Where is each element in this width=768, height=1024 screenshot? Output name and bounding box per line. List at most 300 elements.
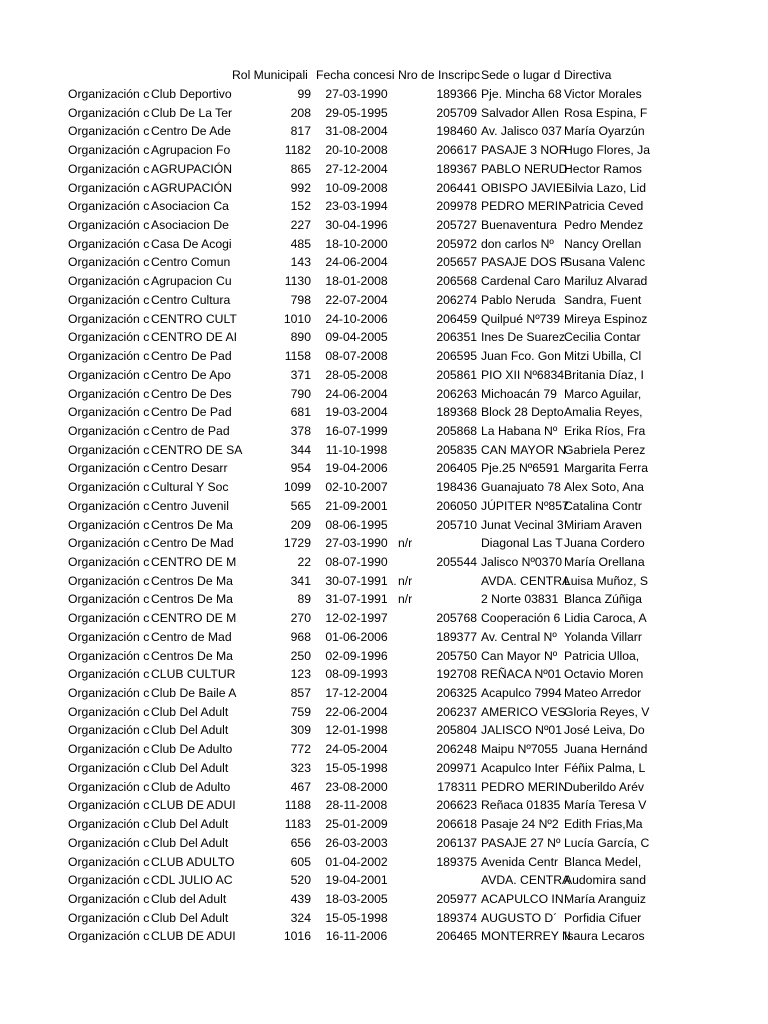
cell-fecha[interactable]: 01-06-2006 [325,629,388,644]
cell-directiva[interactable]: Mariluz Alvarad [564,274,648,289]
cell-rol[interactable]: 209 [290,517,311,532]
cell-tipo[interactable]: Organización c [68,742,150,757]
cell-tipo[interactable]: Organización c [68,498,150,513]
cell-nro-inscripcion[interactable] [398,328,478,347]
cell-fecha[interactable]: 24-06-2004 [325,255,388,270]
cell-nombre[interactable]: Cultural Y Soc [151,480,229,495]
cell-directiva[interactable]: Margarita Ferra [564,461,648,476]
cell-tipo[interactable]: Organización c [68,199,150,214]
cell-nro-inscripcion[interactable] [398,253,478,272]
header-nombre[interactable] [151,66,230,85]
cell-nombre[interactable]: Club de Adulto [151,779,231,794]
cell-sede[interactable]: Buenaventura [481,218,557,233]
cell-nombre[interactable]: Centro De Apo [151,367,231,382]
cell-directiva[interactable]: Silvia Lazo, Lid [564,180,646,195]
cell-rol[interactable]: 681 [290,405,311,420]
cell-sede[interactable]: Pasaje 24 Nº2 [481,817,559,832]
cell-rol[interactable]: 857 [290,686,311,701]
cell-directiva[interactable]: Juana Cordero [564,536,645,551]
cell-rol[interactable]: 790 [290,386,311,401]
cell-fecha[interactable]: 22-07-2004 [325,292,388,307]
cell-rol[interactable]: 467 [290,779,311,794]
cell-sede[interactable]: Salvador Allen [481,105,559,120]
cell-sede[interactable]: Quilpué Nº739 [481,311,560,326]
cell-fecha[interactable]: 27-03-1990 [325,87,388,101]
cell-fecha[interactable]: 16-11-2006 [325,929,388,944]
cell-nombre[interactable]: Centro De Des [151,386,232,401]
cell-sede[interactable]: Pje. Mincha 68 [481,87,562,101]
cell-nombre[interactable]: Club del Adult [151,891,227,906]
cell-fecha[interactable]: 11-10-1998 [325,442,388,457]
cell-nro-inscripcion[interactable] [398,497,478,516]
cell-tipo[interactable]: Organización c [68,218,150,233]
cell-fecha[interactable]: 23-03-1994 [325,199,388,214]
cell-nombre[interactable]: Centros De Ma [151,592,233,607]
cell-nombre[interactable]: Club Del Adult [151,723,229,738]
cell-directiva[interactable]: Gabriela Perez [564,442,646,457]
cell-fecha[interactable]: 22-06-2004 [325,704,388,719]
cell-tipo[interactable]: Organización c [68,704,150,719]
cell-nro-inscripcion[interactable] [398,628,478,647]
cell-nombre[interactable]: CLUB ADULTO [151,854,235,869]
cell-directiva[interactable]: Catalina Contr [564,498,642,513]
cell-nombre[interactable]: Centros De Ma [151,517,233,532]
cell-fecha[interactable]: 10-09-2008 [325,180,388,195]
cell-rol[interactable]: 344 [290,442,311,457]
cell-sede[interactable]: Jalisco Nº0370 [481,555,563,569]
cell-tipo[interactable]: Organización c [68,779,150,794]
cell-rol[interactable]: 759 [290,704,311,719]
cell-rol[interactable]: 798 [290,292,311,307]
cell-sede[interactable]: Diagonal Las T [481,536,563,551]
cell-nro-inscripcion[interactable] [398,890,478,909]
cell-nombre[interactable]: Casa De Acogi [151,236,232,251]
cell-directiva[interactable]: Mateo Arredor [564,686,642,701]
cell-fecha[interactable]: 31-07-1991 [325,592,388,607]
cell-rol[interactable]: 865 [290,161,311,176]
cell-directiva[interactable]: María Orellana [564,555,645,569]
cell-nombre[interactable]: Club Del Adult [151,817,229,832]
cell-directiva[interactable]: Sandra, Fuent [564,292,642,307]
cell-nro-inscripcion[interactable] [398,85,478,104]
cell-rol[interactable]: 1183 [284,817,311,832]
cell-fecha[interactable]: 09-04-2005 [325,330,388,345]
cell-directiva[interactable]: Pedro Mendez [564,218,644,233]
cell-sede[interactable]: Junat Vecinal 3 [481,517,564,532]
cell-sede[interactable]: Av. Jalisco 037 [481,124,562,139]
cell-sede[interactable]: Acapulco 7994 [481,686,562,701]
cell-fecha[interactable]: 08-06-1995 [325,517,388,532]
cell-rol[interactable]: 378 [290,423,311,438]
cell-tipo[interactable]: Organización c [68,367,150,382]
cell-nombre[interactable]: AGRUPACIÓN [151,180,233,195]
cell-rol[interactable]: 1016 [283,929,311,944]
cell-fecha[interactable]: 18-10-2000 [325,236,388,251]
cell-sede[interactable]: Block 28 Depto [481,405,564,420]
cell-tipo[interactable]: Organización c [68,124,150,139]
cell-nro-inscripcion[interactable] [398,778,478,797]
cell-rol[interactable]: 22 [297,555,311,569]
cell-nombre[interactable]: Agrupacion Cu [151,274,232,289]
cell-nro-inscripcion[interactable] [398,422,478,441]
cell-sede[interactable]: Cooperación 6 [481,611,561,626]
cell-nombre[interactable]: Club Del Adult [151,760,229,775]
cell-directiva[interactable]: Nancy Orellan [564,236,642,251]
cell-directiva[interactable]: María Aranguiz [564,891,646,906]
cell-sede[interactable]: Pablo Neruda [481,292,556,307]
cell-tipo[interactable]: Organización c [68,611,150,626]
cell-tipo[interactable]: Organización c [68,629,150,644]
cell-fecha[interactable]: 16-07-1999 [325,423,388,438]
cell-sede[interactable]: Acapulco Inter [481,760,559,775]
cell-nro-inscripcion[interactable] [398,665,478,684]
cell-directiva[interactable]: Blanca Medel, [564,854,642,869]
cell-fecha[interactable]: 02-10-2007 [325,480,388,495]
cell-rol[interactable]: 250 [290,648,311,663]
cell-sede[interactable]: REÑACA Nº01 [481,667,562,682]
cell-nombre[interactable]: Centro de Pad [151,423,230,438]
cell-directiva[interactable]: Cecilia Contar [564,330,641,345]
cell-fecha[interactable]: 26-03-2003 [325,835,388,850]
cell-tipo[interactable]: Organización c [68,180,150,195]
cell-nro-inscripcion[interactable] [398,684,478,703]
cell-nro-inscripcion[interactable] [398,122,478,141]
cell-nombre[interactable]: Centro de Mad [151,629,232,644]
cell-tipo[interactable]: Organización c [68,854,150,869]
cell-directiva[interactable]: Edith Frias,Ma [564,817,643,832]
cell-rol[interactable]: 605 [290,854,311,869]
cell-directiva[interactable]: Rosa Espina, F [564,105,648,120]
cell-directiva[interactable]: Isaura Lecaros [564,929,645,944]
cell-directiva[interactable]: Susana Valenc [564,255,646,270]
cell-nro-inscripcion[interactable] [398,834,478,853]
cell-fecha[interactable]: 28-05-2008 [325,367,388,382]
cell-nro-inscripcion[interactable] [398,478,478,497]
cell-fecha[interactable]: 20-10-2008 [325,143,388,158]
cell-fecha[interactable]: 25-01-2009 [325,817,388,832]
cell-fecha[interactable]: 21-09-2001 [325,498,388,513]
cell-tipo[interactable]: Organización c [68,573,150,588]
cell-nombre[interactable]: Centro De Pad [151,405,232,420]
cell-sede[interactable]: Avenida Centr [481,854,559,869]
cell-nro-inscripcion[interactable] [398,459,478,478]
cell-rol[interactable]: 485 [290,236,311,251]
cell-fecha[interactable]: 02-09-1996 [325,648,388,663]
cell-nro-inscripcion[interactable] [398,516,478,535]
cell-fecha[interactable]: 19-03-2004 [325,405,388,420]
cell-rol[interactable]: 890 [290,330,311,345]
cell-directiva[interactable]: Lucía García, C [564,835,650,850]
cell-nombre[interactable]: Asociacion Ca [151,199,229,214]
cell-tipo[interactable]: Organización c [68,723,150,738]
cell-rol[interactable]: 565 [290,498,311,513]
cell-fecha[interactable]: 28-11-2008 [325,798,388,813]
cell-fecha[interactable]: 27-03-1990 [325,536,388,551]
cell-nro-inscripcion[interactable] [398,347,478,366]
cell-nombre[interactable]: Centro Comun [151,255,231,270]
cell-directiva[interactable]: Hector Ramos [564,161,642,176]
cell-nombre[interactable]: CENTRO DE M [151,611,237,626]
cell-nro-inscripcion[interactable] [398,310,478,329]
cell-directiva[interactable]: Lidia Caroca, A [564,611,647,626]
cell-sede[interactable]: PEDRO MERIN [481,779,567,794]
cell-nombre[interactable]: Club De Baile A [151,686,237,701]
cell-nro-inscripcion[interactable] [398,385,478,404]
cell-sede[interactable]: CAN MAYOR N [481,442,567,457]
cell-nombre[interactable]: CLUB DE ADUI [151,929,236,944]
cell-sede[interactable]: Pje.25 Nº6591 [481,461,560,476]
cell-sede[interactable]: Reñaca 01835 [481,798,561,813]
cell-fecha[interactable]: 19-04-2001 [325,873,388,888]
cell-nro-inscripcion[interactable] [398,216,478,235]
cell-sede[interactable]: Juan Fco. Gon [481,349,561,364]
cell-rol[interactable]: 1010 [283,311,311,326]
header-tipo[interactable] [68,66,148,85]
cell-nombre[interactable]: Club Deportivo [151,87,232,101]
cell-nombre[interactable]: CENTRO CULT [151,311,237,326]
cell-nombre[interactable]: Centro Juvenil [151,498,229,513]
cell-nombre[interactable]: Club Del Adult [151,910,229,925]
cell-fecha[interactable]: 30-07-1991 [325,573,388,588]
cell-sede[interactable]: Av. Central Nº [481,629,557,644]
cell-nombre[interactable]: AGRUPACIÓN [151,161,233,176]
cell-tipo[interactable]: Organización c [68,760,150,775]
cell-rol[interactable]: 772 [290,742,311,757]
header-nro-inscripcion[interactable]: Nro de Inscripc [398,68,480,82]
cell-tipo[interactable]: Organización c [68,536,150,551]
cell-tipo[interactable]: Organización c [68,292,150,307]
cell-tipo[interactable]: Organización c [68,105,150,120]
cell-directiva[interactable]: Marco Aguilar, [564,386,642,401]
cell-nro-inscripcion[interactable] [398,441,478,460]
cell-sede[interactable]: PIO XII Nº6834 [481,367,565,382]
cell-rol[interactable]: 324 [290,910,311,925]
cell-directiva[interactable]: María Teresa V [564,798,647,813]
cell-nombre[interactable]: Centro Desarr [151,461,228,476]
cell-rol[interactable]: 152 [290,199,311,214]
cell-nro-inscripcion[interactable] [398,759,478,778]
cell-tipo[interactable]: Organización c [68,555,150,569]
cell-nombre[interactable]: Club De Adulto [151,742,233,757]
cell-sede[interactable]: ACAPULCO IN [481,891,564,906]
cell-tipo[interactable]: Organización c [68,480,150,495]
cell-tipo[interactable]: Organización c [68,648,150,663]
cell-rol[interactable]: 227 [290,218,311,233]
cell-rol[interactable]: 992 [290,180,311,195]
cell-rol[interactable]: 520 [290,873,311,888]
cell-nro-inscripcion[interactable] [398,871,478,890]
cell-tipo[interactable]: Organización c [68,667,150,682]
cell-fecha[interactable]: 15-05-1998 [325,910,388,925]
cell-fecha[interactable]: 31-08-2004 [325,124,388,139]
cell-sede[interactable]: OBISPO JAVIEI [481,180,568,195]
cell-tipo[interactable]: Organización c [68,311,150,326]
cell-tipo[interactable]: Organización c [68,423,150,438]
cell-sede[interactable]: AMERICO VES [481,704,566,719]
cell-rol[interactable]: 817 [290,124,311,139]
cell-rol[interactable]: 143 [290,255,311,270]
cell-rol[interactable]: 123 [290,667,311,682]
cell-nro-inscripcion[interactable] [398,179,478,198]
cell-nombre[interactable]: CLUB DE ADUI [151,798,236,813]
cell-nombre[interactable]: CLUB CULTUR [151,667,236,682]
cell-rol[interactable]: 341 [290,573,311,588]
cell-tipo[interactable]: Organización c [68,236,150,251]
cell-directiva[interactable]: Octavio Moren [564,667,644,682]
cell-nro-inscripcion[interactable] [398,235,478,254]
cell-nombre[interactable]: Club De La Ter [151,105,233,120]
cell-directiva[interactable]: Duberildo Arév [564,779,644,794]
cell-directiva[interactable]: Victor Morales [564,87,642,101]
cell-tipo[interactable]: Organización c [68,87,150,101]
cell-fecha[interactable]: 08-07-2008 [325,349,388,364]
cell-nro-inscripcion[interactable] [398,160,478,179]
cell-nro-inscripcion[interactable] [398,740,478,759]
cell-nro-inscripcion[interactable] [398,647,478,666]
cell-nombre[interactable]: CENTRO DE M [151,555,237,569]
cell-nro-inscripcion[interactable] [398,927,478,946]
cell-fecha[interactable]: 17-12-2004 [325,686,388,701]
cell-fecha[interactable]: 15-05-1998 [325,760,388,775]
cell-fecha[interactable]: 12-01-1998 [325,723,388,738]
cell-directiva[interactable]: Yolanda Villarr [564,629,642,644]
cell-fecha[interactable]: 29-05-1995 [325,105,388,120]
cell-directiva[interactable]: Mitzi Ubilla, Cl [564,349,642,364]
cell-nro-inscripcion[interactable] [398,272,478,291]
cell-directiva[interactable]: Féñix Palma, L [564,760,646,775]
cell-nro-inscripcion[interactable] [398,609,478,628]
cell-tipo[interactable]: Organización c [68,517,150,532]
cell-fecha[interactable]: 01-04-2002 [325,854,388,869]
header-sede[interactable]: Sede o lugar d [481,68,561,82]
cell-fecha[interactable]: 12-02-1997 [325,611,388,626]
cell-rol[interactable]: 439 [290,891,311,906]
cell-rol[interactable]: 208 [290,105,311,120]
cell-rol[interactable]: 323 [290,760,311,775]
cell-nro-inscripcion[interactable] [398,403,478,422]
cell-directiva[interactable]: Juana Hernánd [564,742,648,757]
cell-sede[interactable]: MONTERREY N [481,929,571,944]
header-fecha-concesion[interactable]: Fecha concesi [316,68,395,82]
cell-nombre[interactable]: Agrupacion Fo [151,143,231,158]
cell-tipo[interactable]: Organización c [68,592,150,607]
cell-directiva[interactable]: Amalia Reyes, [564,405,643,420]
cell-directiva[interactable]: Gloria Reyes, V [564,704,650,719]
cell-nro-inscripcion[interactable] [398,853,478,872]
cell-nombre[interactable]: Club Del Adult [151,835,229,850]
cell-nro-inscripcion[interactable] [398,815,478,834]
cell-sede[interactable]: PASAJE 3 NOR [481,143,568,158]
cell-fecha[interactable]: 24-05-2004 [325,742,388,757]
cell-nombre[interactable]: Club Del Adult [151,704,229,719]
cell-fecha[interactable]: 18-03-2005 [325,891,388,906]
cell-nro-inscripcion[interactable] [398,796,478,815]
cell-fecha[interactable]: 23-08-2000 [325,779,388,794]
cell-tipo[interactable]: Organización c [68,143,150,158]
cell-nombre[interactable]: CDL JULIO AC [151,873,233,888]
cell-nombre[interactable]: CENTRO DE AI [151,330,238,345]
cell-sede[interactable]: Can Mayor Nº [481,648,558,663]
cell-directiva[interactable]: Britania Díaz, I [564,367,644,382]
cell-directiva[interactable]: Audomira sand [564,873,646,888]
cell-sede[interactable]: Guanajuato 78 [481,480,561,495]
cell-nro-inscripcion[interactable] [398,721,478,740]
cell-rol[interactable]: 954 [290,461,311,476]
cell-rol[interactable]: 1188 [284,798,311,813]
cell-nombre[interactable]: Centro De Mad [151,536,234,551]
cell-nro-inscripcion[interactable] [398,553,478,572]
header-directiva[interactable]: Directiva [564,68,612,82]
cell-rol[interactable]: 1158 [284,349,311,364]
cell-nro-inscripcion[interactable] [398,590,478,609]
cell-directiva[interactable]: Patricia Ceved [564,199,644,214]
cell-nro-inscripcion[interactable] [398,141,478,160]
cell-nombre[interactable]: Centro De Pad [151,349,232,364]
cell-directiva[interactable]: Luisa Muñoz, S [564,573,649,588]
cell-directiva[interactable]: Alex Soto, Ana [564,480,644,495]
cell-rol[interactable]: 371 [290,367,311,382]
cell-tipo[interactable]: Organización c [68,835,150,850]
cell-nombre[interactable]: Centros De Ma [151,573,233,588]
cell-sede[interactable]: PASAJE 27 Nº [481,835,561,850]
cell-sede[interactable]: JALISCO Nº01 [481,723,562,738]
cell-nro-inscripcion[interactable] [398,909,478,928]
cell-rol[interactable]: 89 [297,592,311,607]
cell-sede[interactable]: Ines De Suarez [481,330,566,345]
cell-directiva[interactable]: Porfidia Cifuer [564,910,642,925]
cell-sede[interactable]: Cardenal Caro [481,274,561,289]
cell-tipo[interactable]: Organización c [68,873,150,888]
cell-fecha[interactable]: 08-07-1990 [325,555,388,569]
cell-tipo[interactable]: Organización c [68,461,150,476]
cell-sede[interactable]: PEDRO MERIN [481,199,567,214]
cell-directiva[interactable]: José Leiva, Do [564,723,645,738]
cell-nro-inscripcion[interactable] [398,104,478,123]
cell-tipo[interactable]: Organización c [68,405,150,420]
cell-fecha[interactable]: 30-04-1996 [325,218,388,233]
cell-rol[interactable]: 1130 [284,274,311,289]
cell-rol[interactable]: 656 [290,835,311,850]
cell-sede[interactable]: La Habana Nº [481,423,558,438]
cell-fecha[interactable]: 27-12-2004 [325,161,388,176]
cell-tipo[interactable]: Organización c [68,686,150,701]
cell-nombre[interactable]: Asociacion De [151,218,229,233]
cell-nro-inscripcion[interactable] [398,197,478,216]
cell-rol[interactable]: 309 [290,723,311,738]
cell-fecha[interactable]: 08-09-1993 [325,667,388,682]
cell-directiva[interactable]: Erika Ríos, Fra [564,423,646,438]
cell-directiva[interactable]: Patricia Ulloa, [564,648,640,663]
cell-directiva[interactable]: Blanca Zúñiga [564,592,642,607]
cell-nro-inscripcion[interactable] [398,366,478,385]
cell-directiva[interactable]: Mireya Espinoz [564,311,648,326]
cell-tipo[interactable]: Organización c [68,274,150,289]
cell-rol[interactable]: 968 [290,629,311,644]
cell-sede[interactable]: 2 Norte 03831 [481,592,559,607]
cell-tipo[interactable]: Organización c [68,161,150,176]
cell-tipo[interactable]: Organización c [68,386,150,401]
cell-nro-inscripcion[interactable] [398,703,478,722]
cell-sede[interactable]: Maipu Nº7055 [481,742,558,757]
cell-sede[interactable]: AVDA. CENTRA [481,873,571,888]
cell-tipo[interactable]: Organización c [68,929,150,944]
cell-fecha[interactable]: 19-04-2006 [325,461,388,476]
cell-sede[interactable]: don carlos Nº [481,236,554,251]
cell-nro-inscripcion[interactable] [398,291,478,310]
cell-nombre[interactable]: Centros De Ma [151,648,233,663]
cell-fecha[interactable]: 24-06-2004 [325,386,388,401]
cell-sede[interactable]: AUGUSTO D´ [481,910,558,925]
